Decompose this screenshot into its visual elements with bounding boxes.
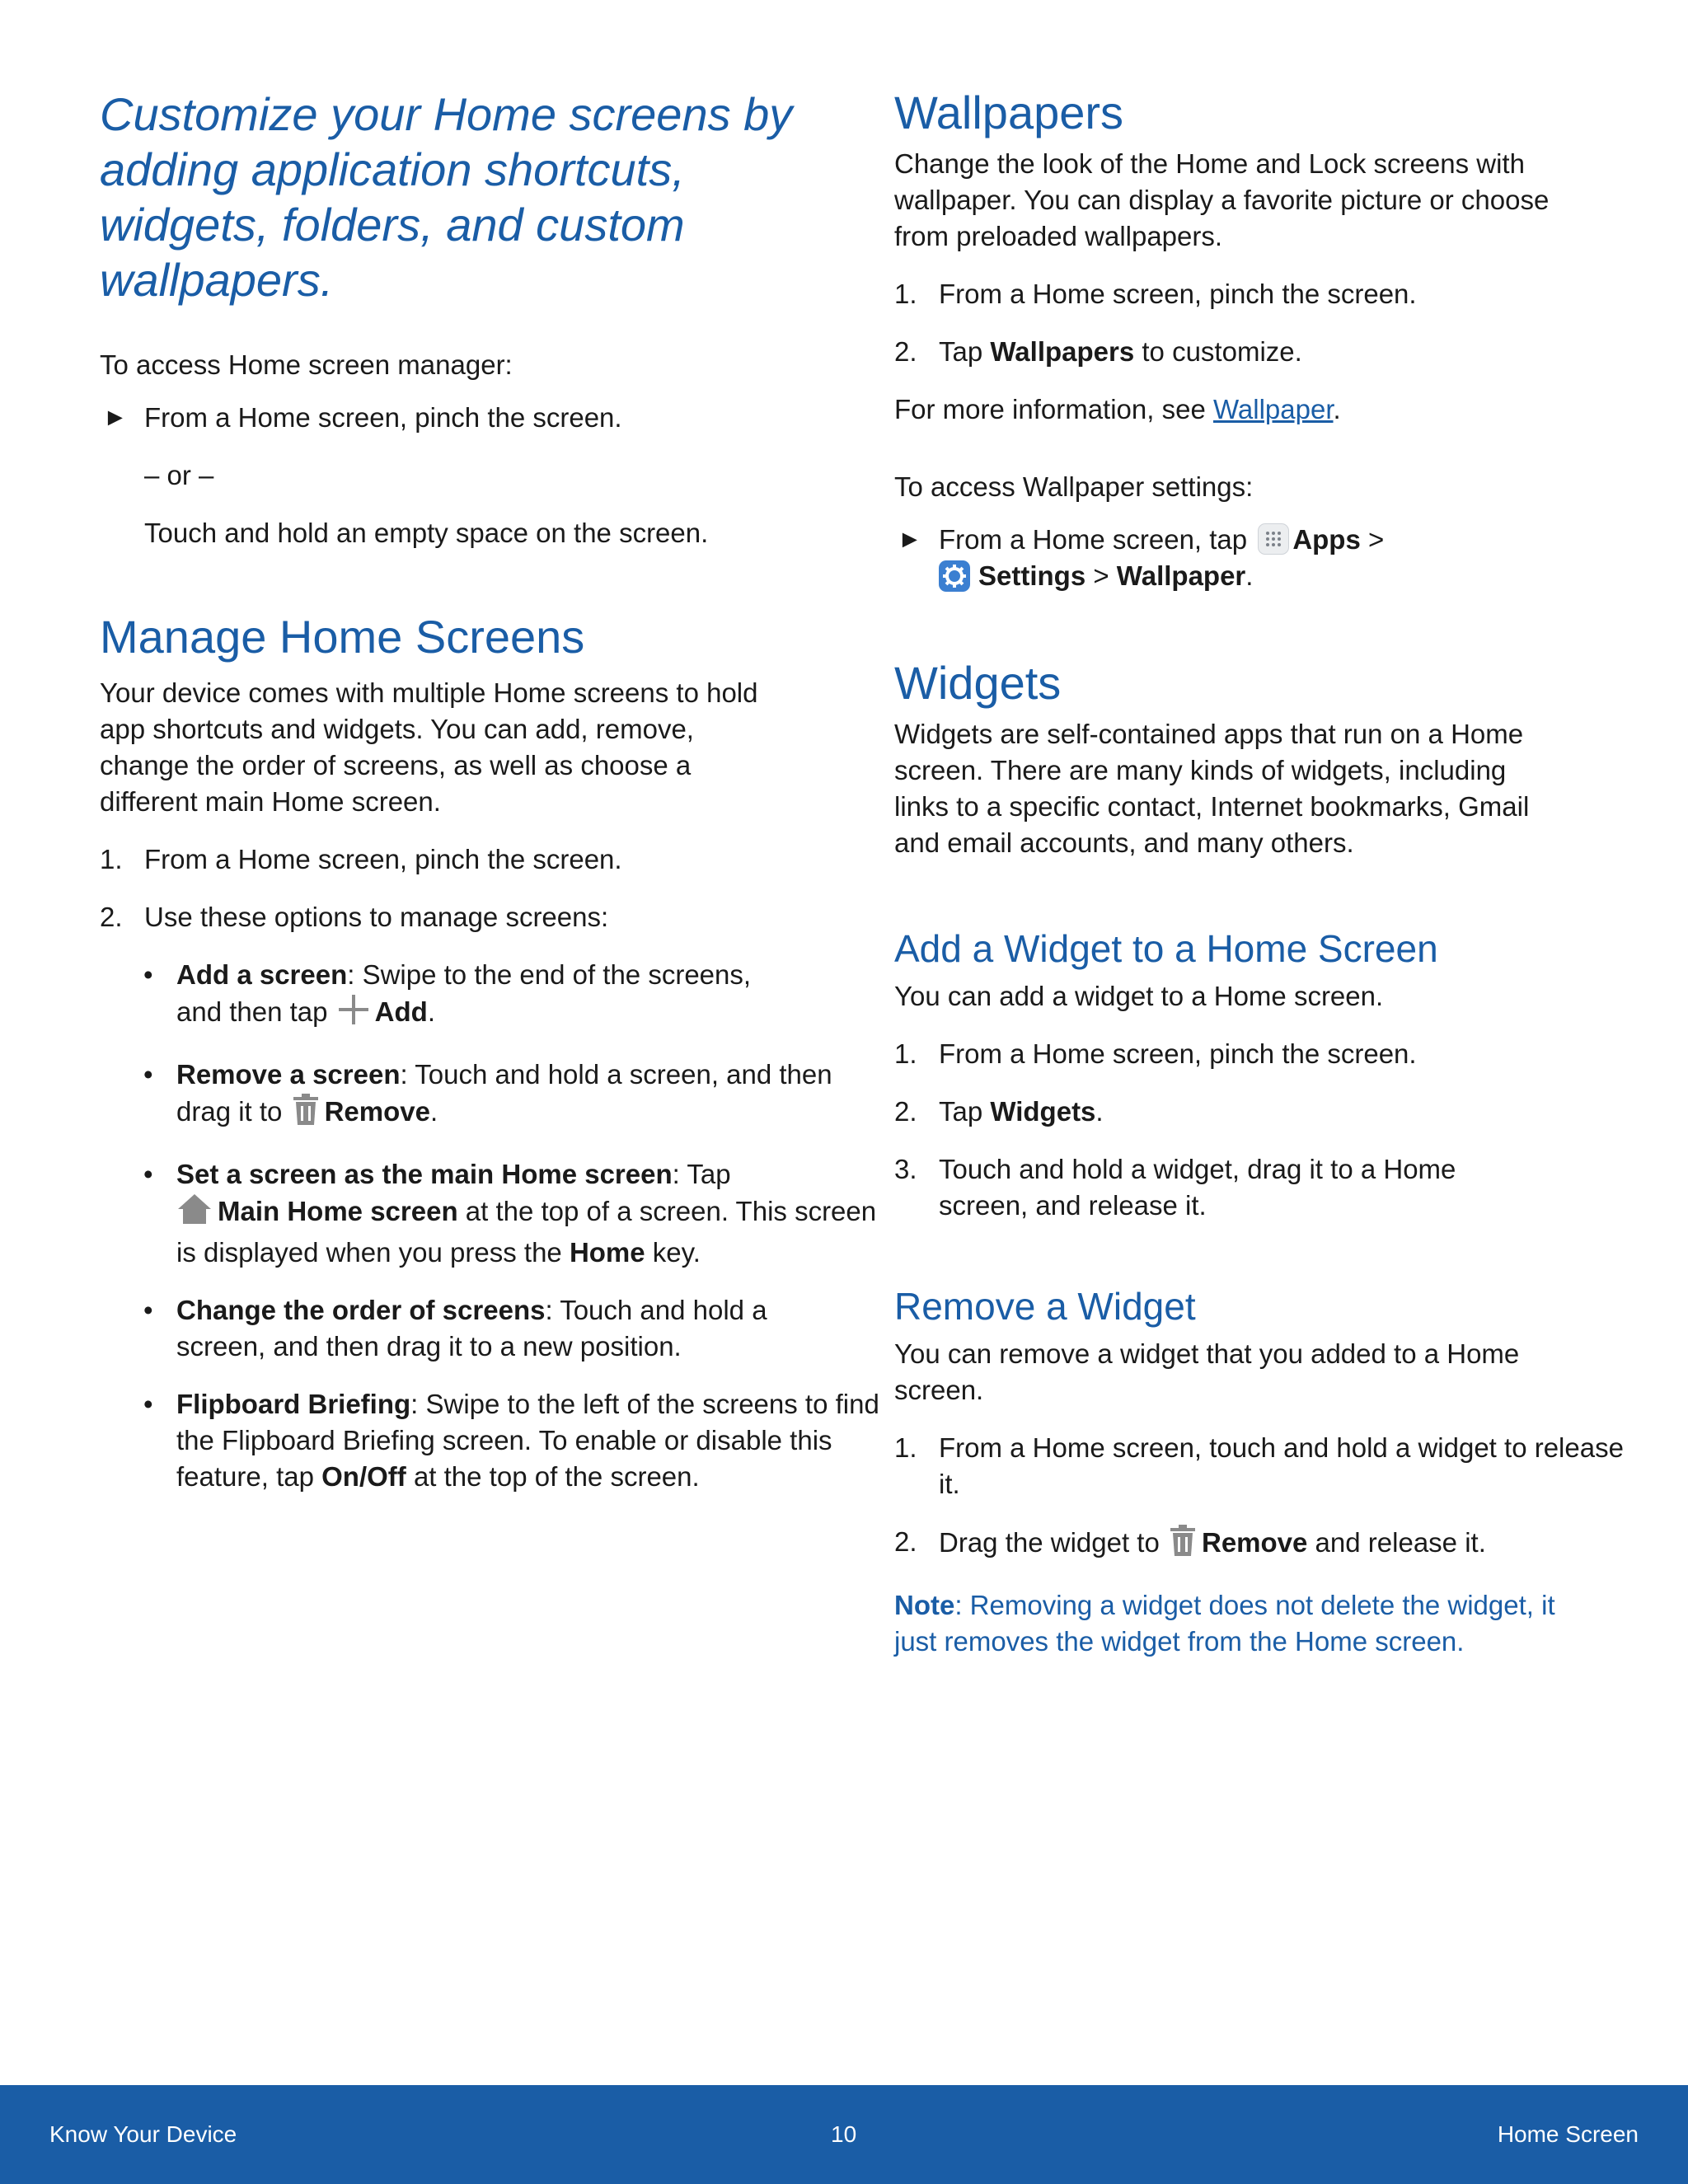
access-wallpaper-step — [894, 522, 1620, 594]
access-manager-label: To access Home screen manager: — [100, 349, 513, 380]
step-text: and release it. — [1307, 1527, 1486, 1558]
separator: > — [1360, 524, 1385, 555]
step-text: . — [1095, 1096, 1104, 1127]
settings-label: Settings — [978, 560, 1086, 591]
wallpaper-link[interactable]: Wallpaper — [1212, 394, 1334, 424]
wallpapers-body: Change the look of the Home and Lock screens with wallpaper. You can display a favorite picture or choose from preloaded wallpapers. — [894, 148, 1550, 251]
remove-widget-heading: Remove a Widget — [894, 1285, 1196, 1328]
step-number: 1. — [894, 1432, 917, 1463]
right-column — [894, 87, 1624, 1660]
remove-widget-step-1 — [894, 1430, 1648, 1502]
step-number: 2. — [894, 1526, 917, 1557]
plus-icon — [337, 993, 370, 1035]
bullet-text: : Tap — [672, 1159, 731, 1189]
step-text: From a Home screen, pinch the screen. — [939, 1038, 1417, 1069]
trash-icon — [1169, 1524, 1197, 1566]
step-number: 2. — [894, 1096, 917, 1127]
more-info-text: For more information, see — [894, 394, 1213, 424]
wallpapers-heading: Wallpapers — [894, 87, 1124, 138]
bullet-title: Set a screen as the main Home screen — [176, 1159, 673, 1189]
left-column — [100, 87, 879, 1495]
step-text: Use these options to manage screens: — [144, 902, 609, 932]
access-step-text: From a Home screen, pinch the screen. — [144, 402, 622, 433]
bullet-text: : Touch and hold a screen, and then drag it to — [176, 1059, 832, 1127]
bullet-text: : Swipe to the end of the screens, and then tap — [176, 959, 752, 1027]
add-widget-body: You can add a widget to a Home screen. — [894, 981, 1384, 1011]
settings-gear-icon — [939, 560, 970, 592]
bullet-add-screen — [100, 957, 803, 1035]
bullet-bold: Remove — [324, 1096, 430, 1127]
bullet-dot: • — [143, 1295, 153, 1325]
step-text: Tap — [939, 1096, 991, 1127]
step-text: From a Home screen, pinch the screen. — [939, 279, 1417, 309]
bullet-dot: • — [143, 1159, 153, 1189]
bullet-text: . — [427, 996, 435, 1027]
bullet-text: : Swipe to the left of the screens to find the Flipboard Briefing screen. To enable or disable this feature, tap — [176, 1389, 879, 1492]
separator: . — [1245, 560, 1254, 591]
step-number: 1. — [894, 279, 917, 309]
step-number: 3. — [894, 1154, 917, 1184]
bullet-dot: • — [143, 959, 153, 990]
remove-widget-step-2 — [894, 1524, 1620, 1566]
add-widget-heading: Add a Widget to a Home Screen — [894, 927, 1438, 970]
bullet-text: : Touch and hold a screen, and then drag it to a new position. — [176, 1295, 767, 1361]
apps-icon — [1258, 523, 1289, 555]
bullet-bold: Home — [569, 1237, 645, 1268]
home-icon — [176, 1193, 213, 1235]
wallpaper-label: Wallpaper — [1116, 560, 1246, 591]
bullet-main-screen — [100, 1156, 893, 1271]
add-widget-step-3 — [894, 1151, 1466, 1224]
wallpapers-step-1 — [894, 276, 1620, 312]
alt-step: Touch and hold an empty space on the screen. — [144, 518, 709, 548]
widgets-body: Widgets are self-contained apps that run on a Home screen. There are many kinds of widgets, including links to a specific contact, Internet bookmarks, Gmail and email accounts, and many others. — [894, 719, 1530, 858]
step-text: Drag the widget to — [939, 1527, 1167, 1558]
manage-step-1 — [100, 841, 825, 878]
access-wallpaper-label: To access Wallpaper settings: — [894, 471, 1254, 502]
page-footer — [0, 2085, 1688, 2184]
add-widget-step-2 — [894, 1094, 1620, 1130]
or-separator: – or – — [144, 460, 214, 490]
step-text: Touch and hold a widget, drag it to a Home screen, and release it. — [939, 1154, 1456, 1221]
step-text: Tap — [939, 336, 991, 367]
trash-icon — [292, 1093, 320, 1135]
intro-text: Customize your Home screens by adding application shortcuts, widgets, folders, and custom wallpapers. — [100, 88, 793, 306]
bullet-text: . — [429, 1096, 438, 1127]
remove-widget-body: You can remove a widget that you added to a Home screen. — [894, 1338, 1520, 1405]
more-info-end: . — [1333, 394, 1341, 424]
note-text: : Removing a widget does not delete the widget, it just removes the widget from the Home screen. — [894, 1590, 1555, 1657]
bullet-bold: Main Home screen — [218, 1196, 458, 1226]
bullet-text: at the top of the screen. — [406, 1461, 700, 1492]
footer-section: Know Your Device — [49, 2121, 237, 2147]
step-text: From a Home screen, pinch the screen. — [144, 844, 622, 874]
step-bold: Wallpapers — [990, 336, 1135, 367]
step-number: 1. — [100, 844, 123, 874]
footer-chapter: Home Screen — [1497, 2121, 1639, 2147]
manage-step-2 — [100, 899, 825, 935]
arrow-icon: ► — [898, 526, 922, 553]
bullet-text: key. — [645, 1237, 701, 1268]
bullet-remove-screen — [100, 1057, 852, 1135]
bullet-title: Add a screen — [176, 959, 348, 990]
step-number: 1. — [894, 1038, 917, 1069]
bullet-title: Change the order of screens — [176, 1295, 546, 1325]
wallpapers-step-2 — [894, 334, 1620, 370]
step-number: 2. — [894, 336, 917, 367]
step-text: From a Home screen, touch and hold a widget to release it. — [939, 1432, 1624, 1499]
bullet-title: Flipboard Briefing — [176, 1389, 411, 1419]
bullet-flipboard — [100, 1386, 893, 1495]
add-widget-step-1 — [894, 1036, 1620, 1072]
more-info — [894, 391, 1620, 428]
step-bold: Widgets — [990, 1096, 1096, 1127]
step-text: to customize. — [1134, 336, 1302, 367]
manage-body: Your device comes with multiple Home screens to hold app shortcuts and widgets. You can add, remove, change the order of screens, as well as choose a different main Home screen. — [100, 677, 758, 817]
bullet-dot: • — [143, 1059, 153, 1090]
manage-heading: Manage Home Screens — [100, 611, 585, 663]
widgets-heading: Widgets — [894, 657, 1062, 709]
step-bold: Remove — [1202, 1527, 1308, 1558]
bullet-title: Remove a screen — [176, 1059, 401, 1090]
apps-label: Apps — [1292, 524, 1361, 555]
note-label: Note — [894, 1590, 955, 1620]
bullet-bold: On/Off — [321, 1461, 406, 1492]
access-step — [100, 400, 825, 436]
step-text: From a Home screen, tap — [939, 524, 1255, 555]
note — [894, 1587, 1603, 1660]
arrow-icon: ► — [103, 404, 128, 431]
bullet-change-order — [100, 1292, 803, 1365]
page-number: 10 — [831, 2121, 857, 2147]
separator: > — [1085, 560, 1117, 591]
step-number: 2. — [100, 902, 123, 932]
bullet-dot: • — [143, 1389, 153, 1419]
bullet-bold: Add — [374, 996, 428, 1027]
bullet-text: at the top of a screen. This screen is displayed when you press the — [176, 1196, 877, 1268]
